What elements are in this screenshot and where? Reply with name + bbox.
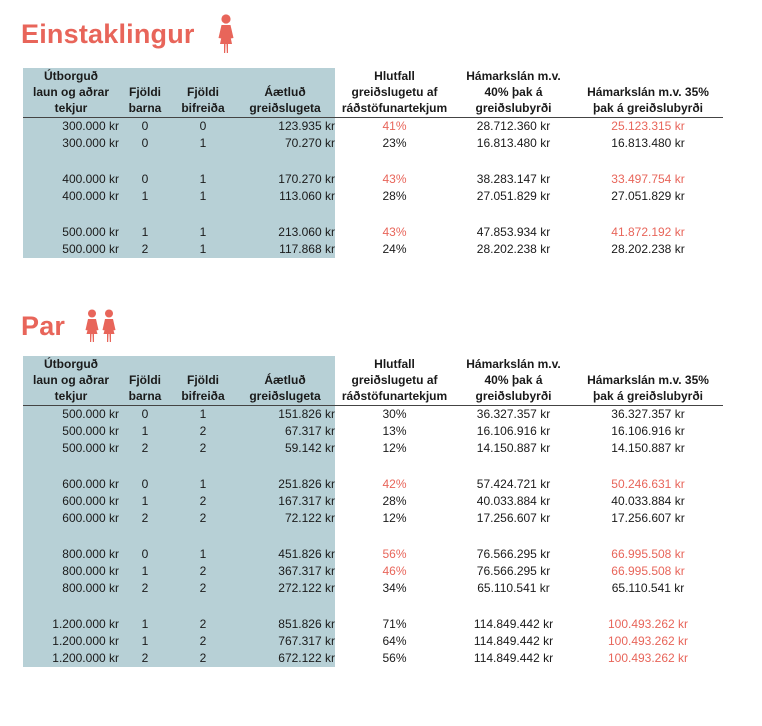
cell-loan40: 17.256.607 kr xyxy=(476,511,551,525)
cell-capacity: 851.826 kr xyxy=(235,616,335,633)
cell-loan40: 28.202.238 kr xyxy=(476,242,551,256)
cell-cars: 2 xyxy=(171,510,235,527)
cell-cars: 2 xyxy=(171,493,235,510)
cell-loan40: 114.849.442 kr xyxy=(473,651,554,665)
cell-children: 2 xyxy=(119,650,171,667)
cell-loan40: 16.813.480 kr xyxy=(476,136,551,150)
spacer-row xyxy=(23,205,723,224)
cell-children: 2 xyxy=(119,241,171,258)
cell-capacity xyxy=(235,205,335,224)
table-row xyxy=(23,406,723,424)
cell-income: 400.000 kr xyxy=(23,188,119,205)
cell-loan40: 47.853.934 kr xyxy=(476,225,551,239)
cell-cars: 2 xyxy=(171,580,235,597)
cell-cars: 1 xyxy=(171,135,235,152)
woman-icon xyxy=(215,14,237,54)
cell-capacity: 767.317 kr xyxy=(235,633,335,650)
cell-capacity: 170.270 kr xyxy=(235,171,335,188)
cell-ratio: 43% xyxy=(382,225,407,239)
cell-loan35: 16.106.916 kr xyxy=(611,424,685,438)
cell-children xyxy=(119,527,171,546)
cell-children: 0 xyxy=(119,135,171,152)
cell-cars xyxy=(171,527,235,546)
cell-ratio: 28% xyxy=(382,494,407,508)
cell-ratio: 46% xyxy=(382,564,407,578)
cell-loan35: 40.033.884 kr xyxy=(611,494,685,508)
cell-ratio: 56% xyxy=(382,547,407,561)
cell-income: 1.200.000 kr xyxy=(23,633,119,650)
cell-income: 800.000 kr xyxy=(23,563,119,580)
cell-capacity: 213.060 kr xyxy=(235,224,335,241)
cell-children: 1 xyxy=(119,616,171,633)
cell-loan40 xyxy=(454,152,573,171)
cell-cars xyxy=(171,205,235,224)
header-line: Hámarkslán m.v. 35% xyxy=(587,85,709,99)
cell-capacity: 123.935 kr xyxy=(235,118,335,136)
cell-income: 800.000 kr xyxy=(23,546,119,563)
table-row xyxy=(23,171,723,188)
cell-loan40: 76.566.295 kr xyxy=(476,564,551,578)
header-children xyxy=(119,68,171,118)
cell-cars: 2 xyxy=(171,633,235,650)
cell-loan35: 27.051.829 kr xyxy=(611,189,685,203)
cell-loan40: 38.283.147 kr xyxy=(476,172,551,186)
header-children xyxy=(119,356,171,406)
cell-loan35: 28.202.238 kr xyxy=(611,242,685,256)
cell-cars xyxy=(171,152,235,171)
cell-income: 500.000 kr xyxy=(23,406,119,424)
header-income xyxy=(23,68,119,118)
cell-ratio: 64% xyxy=(382,634,407,648)
cell-loan35: 25.123.315 kr xyxy=(611,119,685,133)
table-row xyxy=(23,650,723,667)
cell-income xyxy=(23,527,119,546)
cell-children: 0 xyxy=(119,406,171,424)
header-line: greiðslugetu af xyxy=(351,373,438,387)
cell-cars: 2 xyxy=(171,440,235,457)
header-loan40 xyxy=(454,68,573,118)
cell-loan35 xyxy=(573,527,723,546)
cell-ratio: 43% xyxy=(382,172,407,186)
cell-children: 2 xyxy=(119,510,171,527)
cell-ratio: 34% xyxy=(382,581,407,595)
header-line: þak á greiðslubyrði xyxy=(592,101,704,115)
cell-capacity: 113.060 kr xyxy=(235,188,335,205)
header-loan35 xyxy=(573,356,723,406)
cell-ratio: 24% xyxy=(382,242,407,256)
cell-cars: 1 xyxy=(171,171,235,188)
table-row xyxy=(23,493,723,510)
cell-income: 300.000 kr xyxy=(23,135,119,152)
cell-cars: 1 xyxy=(171,224,235,241)
header-line: greiðslugeta xyxy=(249,101,321,115)
cell-loan35: 41.872.192 kr xyxy=(611,225,685,239)
table-row xyxy=(23,118,723,136)
cell-ratio: 12% xyxy=(382,511,407,525)
cell-cars xyxy=(171,457,235,476)
cell-capacity xyxy=(235,527,335,546)
table-row xyxy=(23,440,723,457)
header-cars xyxy=(171,356,235,406)
header-line: barna xyxy=(128,389,162,403)
cell-children xyxy=(119,152,171,171)
table-header-row xyxy=(23,68,723,118)
cell-loan40: 36.327.357 kr xyxy=(476,407,551,421)
cell-loan40 xyxy=(454,457,573,476)
spacer-row xyxy=(23,527,723,546)
cell-income xyxy=(23,152,119,171)
table-row xyxy=(23,241,723,258)
cell-loan40 xyxy=(454,205,573,224)
cell-children: 1 xyxy=(119,423,171,440)
cell-income xyxy=(23,597,119,616)
cell-loan40: 114.849.442 kr xyxy=(473,634,554,648)
cell-income: 500.000 kr xyxy=(23,224,119,241)
cell-capacity: 70.270 kr xyxy=(235,135,335,152)
table-row xyxy=(23,224,723,241)
header-line: tekjur xyxy=(54,389,88,403)
cell-loan35: 50.246.631 kr xyxy=(611,477,685,491)
cell-capacity xyxy=(235,152,335,171)
cell-loan35: 100.493.262 kr xyxy=(607,651,689,665)
cell-cars: 1 xyxy=(171,476,235,493)
header-line: greiðslugetu af xyxy=(351,85,438,99)
table-row xyxy=(23,135,723,152)
couple-table xyxy=(23,356,723,667)
cell-ratio: 30% xyxy=(382,407,407,421)
header-line: Hámarkslán m.v. 35% xyxy=(587,373,709,387)
cell-loan40: 14.150.887 kr xyxy=(476,441,551,455)
cell-capacity: 67.317 kr xyxy=(235,423,335,440)
cell-loan35: 33.497.754 kr xyxy=(611,172,685,186)
cell-cars: 2 xyxy=(171,616,235,633)
header-line: bifreiða xyxy=(181,101,225,115)
cell-ratio: 13% xyxy=(382,424,407,438)
cell-children: 2 xyxy=(119,580,171,597)
cell-ratio: 71% xyxy=(382,617,407,631)
cell-children xyxy=(119,457,171,476)
cell-loan40: 76.566.295 kr xyxy=(476,547,551,561)
cell-children: 1 xyxy=(119,563,171,580)
cell-ratio: 42% xyxy=(382,477,407,491)
cell-loan40 xyxy=(454,597,573,616)
header-ratio xyxy=(335,356,454,406)
cell-cars: 2 xyxy=(171,650,235,667)
header-line: ráðstöfunartekjum xyxy=(341,101,448,115)
table-row xyxy=(23,546,723,563)
cell-loan35 xyxy=(573,457,723,476)
cell-capacity: 117.868 kr xyxy=(235,241,335,258)
cell-income: 600.000 kr xyxy=(23,493,119,510)
cell-ratio xyxy=(335,597,454,616)
cell-income: 500.000 kr xyxy=(23,440,119,457)
cell-loan35 xyxy=(573,152,723,171)
section-title-single xyxy=(21,14,237,54)
cell-loan40: 16.106.916 kr xyxy=(476,424,551,438)
header-loan40 xyxy=(454,356,573,406)
cell-ratio: 28% xyxy=(382,189,407,203)
cell-children: 0 xyxy=(119,476,171,493)
cell-cars: 1 xyxy=(171,241,235,258)
header-capacity xyxy=(235,68,335,118)
cell-ratio: 41% xyxy=(382,119,407,133)
couple-title: Par xyxy=(21,310,66,341)
cell-loan35: 65.110.541 kr xyxy=(611,581,685,595)
table-row xyxy=(23,633,723,650)
header-loan35 xyxy=(573,68,723,118)
cell-ratio: 12% xyxy=(382,441,407,455)
cell-loan35: 16.813.480 kr xyxy=(611,136,685,150)
header-line: laun og aðrar xyxy=(32,373,109,387)
cell-loan40 xyxy=(454,527,573,546)
spacer-row xyxy=(23,597,723,616)
cell-income: 500.000 kr xyxy=(23,241,119,258)
header-line: greiðslubyrði xyxy=(475,101,552,115)
cell-capacity xyxy=(235,597,335,616)
header-line: barna xyxy=(128,101,162,115)
cell-ratio xyxy=(335,457,454,476)
cell-ratio xyxy=(335,152,454,171)
cell-loan40: 40.033.884 kr xyxy=(476,494,551,508)
cell-children: 1 xyxy=(119,493,171,510)
header-line: Áætluð xyxy=(264,373,306,387)
header-income xyxy=(23,356,119,406)
header-line: Útborguð xyxy=(44,357,98,371)
cell-income: 400.000 kr xyxy=(23,171,119,188)
header-capacity xyxy=(235,356,335,406)
couple-icon xyxy=(83,309,119,343)
cell-loan35: 100.493.262 kr xyxy=(607,634,689,648)
header-line: Hlutfall xyxy=(374,357,415,371)
cell-loan35 xyxy=(573,597,723,616)
cell-loan35 xyxy=(573,205,723,224)
cell-loan35: 36.327.357 kr xyxy=(611,407,685,421)
cell-ratio xyxy=(335,527,454,546)
cell-capacity: 272.122 kr xyxy=(235,580,335,597)
cell-income: 600.000 kr xyxy=(23,476,119,493)
cell-loan40: 65.110.541 kr xyxy=(477,581,550,595)
cell-income: 600.000 kr xyxy=(23,510,119,527)
header-ratio xyxy=(335,68,454,118)
cell-children: 1 xyxy=(119,188,171,205)
cell-capacity: 367.317 kr xyxy=(235,563,335,580)
table-row xyxy=(23,188,723,205)
header-cars xyxy=(171,68,235,118)
cell-loan40: 27.051.829 kr xyxy=(476,189,551,203)
header-line: Fjöldi xyxy=(187,85,219,99)
table-row xyxy=(23,563,723,580)
cell-cars: 2 xyxy=(171,423,235,440)
header-line: Hámarkslán m.v. xyxy=(466,357,561,371)
cell-cars: 1 xyxy=(171,188,235,205)
table-header-row xyxy=(23,356,723,406)
cell-children: 0 xyxy=(119,546,171,563)
single-table xyxy=(23,68,723,258)
table-row xyxy=(23,423,723,440)
spacer-row xyxy=(23,152,723,171)
cell-loan40: 28.712.360 kr xyxy=(476,119,551,133)
cell-income: 500.000 kr xyxy=(23,423,119,440)
header-line: greiðslubyrði xyxy=(475,389,552,403)
cell-income: 300.000 kr xyxy=(23,118,119,136)
cell-income xyxy=(23,457,119,476)
cell-ratio: 23% xyxy=(382,136,407,150)
cell-capacity: 251.826 kr xyxy=(235,476,335,493)
cell-capacity: 72.122 kr xyxy=(235,510,335,527)
cell-income: 800.000 kr xyxy=(23,580,119,597)
cell-cars: 0 xyxy=(171,118,235,136)
cell-loan35: 17.256.607 kr xyxy=(611,511,685,525)
cell-loan35: 14.150.887 kr xyxy=(611,441,685,455)
cell-capacity: 59.142 kr xyxy=(235,440,335,457)
cell-children: 1 xyxy=(119,224,171,241)
header-line: Fjöldi xyxy=(129,85,161,99)
cell-income: 1.200.000 kr xyxy=(23,650,119,667)
single-title: Einstaklingur xyxy=(21,18,195,49)
table-row xyxy=(23,616,723,633)
cell-loan35: 66.995.508 kr xyxy=(611,564,685,578)
cell-capacity: 672.122 kr xyxy=(235,650,335,667)
header-line: laun og aðrar xyxy=(32,85,109,99)
header-line: Útborguð xyxy=(44,69,98,83)
cell-capacity xyxy=(235,457,335,476)
cell-ratio xyxy=(335,205,454,224)
cell-loan40: 57.424.721 kr xyxy=(476,477,551,491)
cell-cars: 2 xyxy=(171,563,235,580)
cell-children xyxy=(119,597,171,616)
cell-income: 1.200.000 kr xyxy=(23,616,119,633)
header-line: þak á greiðslubyrði xyxy=(592,389,704,403)
header-line: Hlutfall xyxy=(374,69,415,83)
cell-capacity: 151.826 kr xyxy=(235,406,335,424)
cell-cars xyxy=(171,597,235,616)
header-line: ráðstöfunartekjum xyxy=(341,389,448,403)
cell-capacity: 451.826 kr xyxy=(235,546,335,563)
table-row xyxy=(23,476,723,493)
table-row xyxy=(23,510,723,527)
header-line: bifreiða xyxy=(181,389,225,403)
cell-children: 2 xyxy=(119,440,171,457)
cell-loan35: 100.493.262 kr xyxy=(607,617,689,631)
header-line: 40% þak á xyxy=(484,85,543,99)
header-line: tekjur xyxy=(54,101,88,115)
header-line: Fjöldi xyxy=(187,373,219,387)
cell-income xyxy=(23,205,119,224)
spacer-row xyxy=(23,457,723,476)
cell-loan40: 114.849.442 kr xyxy=(473,617,554,631)
cell-cars: 1 xyxy=(171,406,235,424)
header-line: greiðslugeta xyxy=(249,389,321,403)
cell-loan35: 66.995.508 kr xyxy=(611,547,685,561)
cell-children xyxy=(119,205,171,224)
header-line: Fjöldi xyxy=(129,373,161,387)
cell-capacity: 167.317 kr xyxy=(235,493,335,510)
cell-cars: 1 xyxy=(171,546,235,563)
section-title-couple xyxy=(21,309,119,343)
table-row xyxy=(23,580,723,597)
cell-children: 1 xyxy=(119,633,171,650)
header-line: Áætluð xyxy=(264,85,306,99)
header-line: 40% þak á xyxy=(484,373,543,387)
cell-children: 0 xyxy=(119,118,171,136)
cell-children: 0 xyxy=(119,171,171,188)
header-line: Hámarkslán m.v. xyxy=(466,69,561,83)
cell-ratio: 56% xyxy=(382,651,407,665)
